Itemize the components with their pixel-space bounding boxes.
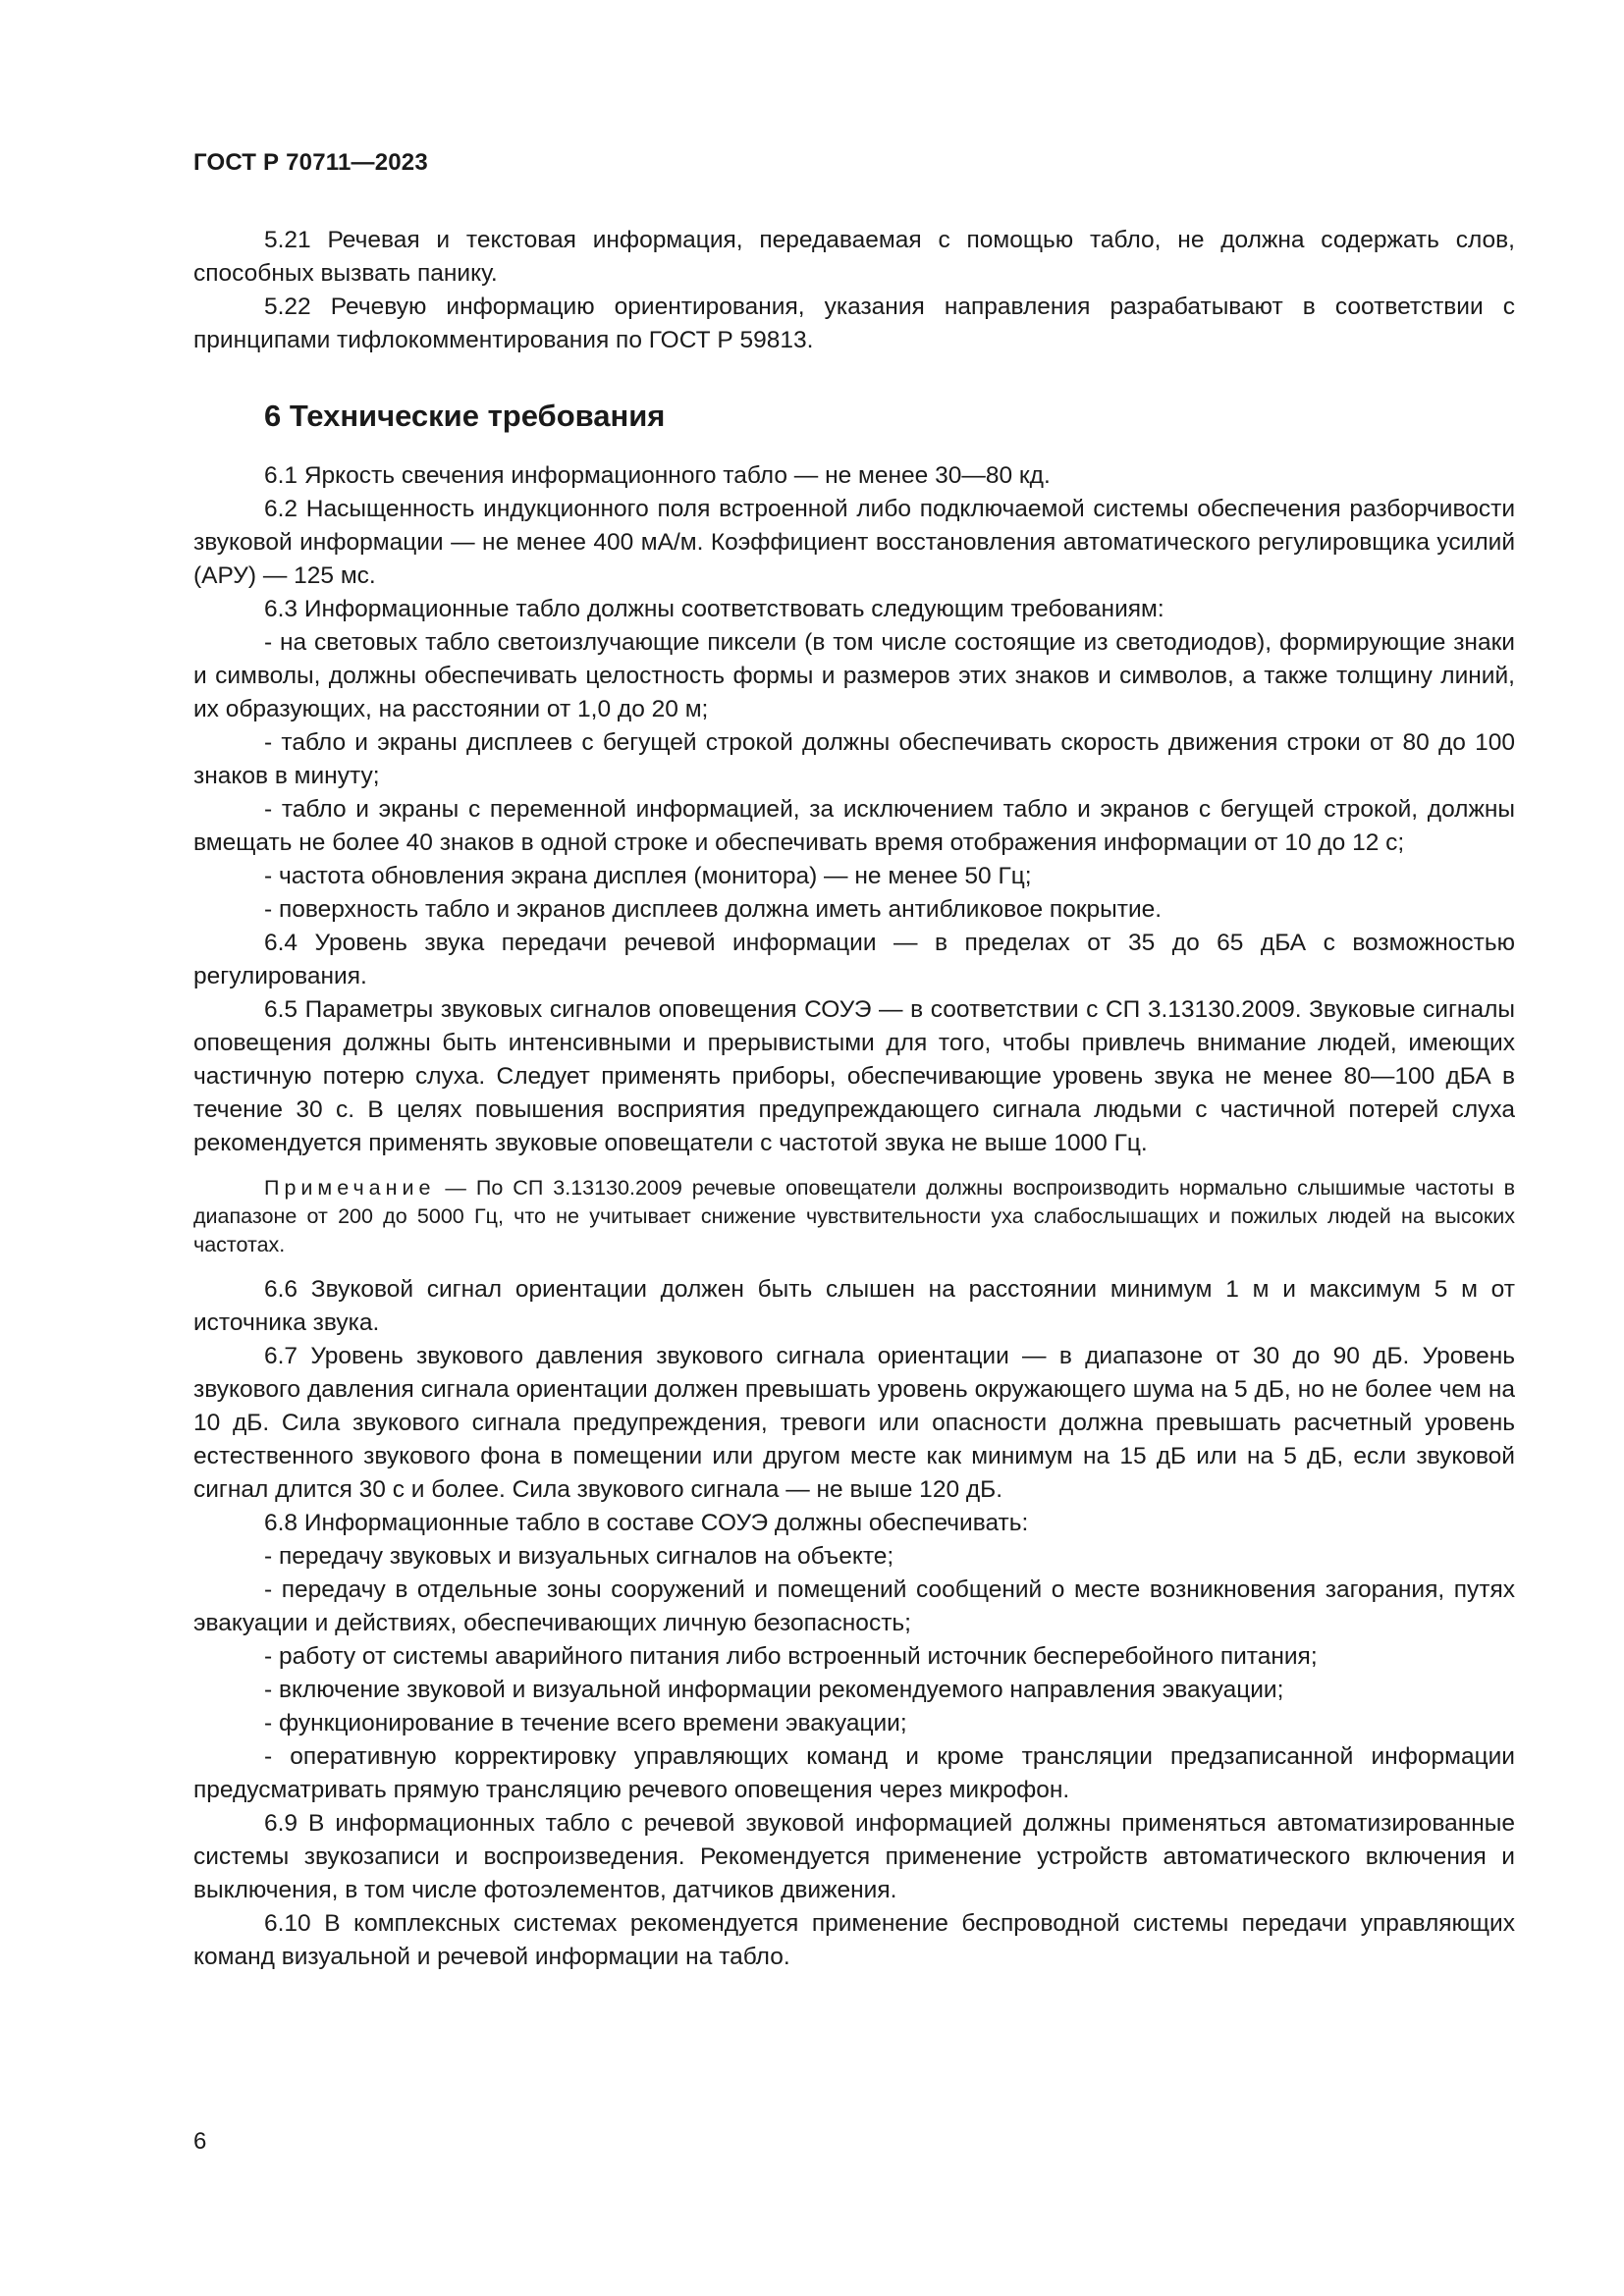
paragraph-6-8: 6.8 Информационные табло в составе СОУЭ должны обеспечивать: — [264, 1510, 1029, 1536]
note — [193, 1174, 1515, 1259]
list-item: - работу от системы аварийного питания либо встроенный источник бесперебойного питания; — [264, 1643, 1318, 1670]
list-item: - передачу в отдельные зоны сооружений и помещений сообщений о месте возникновения загорания, путях эвакуации и действиях, обеспечивающих личную безопасность; — [193, 1576, 1515, 1636]
list-item: - на световых табло светоизлучающие пиксели (в том числе состоящие из светодиодов), формирующие знаки и символы, должны обеспечивать целостность формы и размеров этих знаков и символов, а также толщину линий, их образующих, на расстоянии от 1,0 до 20 м; — [193, 629, 1515, 722]
paragraph-6-7: 6.7 Уровень звукового давления звукового сигнала ориентации — в диапазоне от 30 до 90 дБ. Уровень звукового давления сигнала ориентации должен превышать уровень окружающего шума на 5 дБ, но не более чем на 10 дБ. Сила звукового сигнала предупреждения, тревоги или опасности должна превышать расчетный уровень естественного звукового фона в помещении или другом месте как минимум на 15 дБ или на 5 дБ, если звуковой сигнал длится 30 с и более. Сила звукового сигнала — не выше 120 дБ. — [193, 1343, 1515, 1503]
document-body — [193, 224, 1515, 1974]
paragraph-6-4: 6.4 Уровень звука передачи речевой информации — в пределах от 35 до 65 дБА с возможностью регулирования. — [193, 930, 1515, 989]
paragraph-5-22: 5.22 Речевую информацию ориентирования, указания направления разрабатывают в соответствии с принципами тифлокомментирования по ГОСТ Р 59813. — [193, 294, 1515, 353]
paragraph-6-10: 6.10 В комплексных системах рекомендуется применение беспроводной системы передачи управляющих команд визуальной и речевой информации на табло. — [193, 1910, 1515, 1970]
list-item: - табло и экраны с переменной информацией, за исключением табло и экранов с бегущей строкой, должны вмещать не более 40 знаков в одной строке и обеспечивать время отображения информации от 10 до 12 с; — [193, 796, 1515, 856]
list-item: - поверхность табло и экранов дисплеев должна иметь антибликовое покрытие. — [264, 896, 1163, 923]
note-text: — По СП 3.13130.2009 речевые оповещатели должны воспроизводить нормально слышимые частоты в диапазоне от 200 до 5000 Гц, что не учитывает снижение чувствительности уха слабослышащих и пожилых людей на высоких частотах. — [193, 1176, 1515, 1256]
section-title: 6 Технические требования — [264, 399, 666, 433]
paragraph-6-1: 6.1 Яркость свечения информационного табло — не менее 30—80 кд. — [264, 462, 1051, 489]
paragraph-6-5: 6.5 Параметры звуковых сигналов оповещения СОУЭ — в соответствии с СП 3.13130.2009. Звуковые сигналы оповещения должны быть интенсивными и прерывистыми для того, чтобы привлечь внимание людей, имеющих частичную потерю слуха. Следует применять приборы, обеспечивающие уровень звука не менее 80—100 дБА в течение 30 с. В целях повышения восприятия предупреждающего сигнала людьми с частичной потерей слуха рекомендуется применять звуковые оповещатели с частотой звука не выше 1000 Гц. — [193, 996, 1515, 1156]
document-header: ГОСТ Р 70711—2023 — [193, 149, 428, 176]
paragraph-6-2: 6.2 Насыщенность индукционного поля встроенной либо подключаемой системы обеспечения разборчивости звуковой информации — не менее 400 мА/м. Коэффициент восстановления автоматического регулировщика усилий (АРУ) — 125 мс. — [193, 496, 1515, 589]
list-item: - частота обновления экрана дисплея (монитора) — не менее 50 Гц; — [264, 863, 1032, 889]
note-label: Примечание — [264, 1176, 436, 1200]
page-number: 6 — [193, 2128, 207, 2155]
paragraph-5-21: 5.21 Речевая и текстовая информация, передаваемая с помощью табло, не должна содержать слов, способных вызвать панику. — [193, 227, 1515, 287]
list-item: - оперативную корректировку управляющих команд и кроме трансляции предзаписанной информации предусматривать прямую трансляцию речевого оповещения через микрофон. — [193, 1743, 1515, 1803]
paragraph-6-9: 6.9 В информационных табло с речевой звуковой информацией должны применяться автоматизированные системы звукозаписи и воспроизведения. Рекомендуется применение устройств автоматического включения и выключения, в том числе фотоэлементов, датчиков движения. — [193, 1810, 1515, 1903]
list-item: - табло и экраны дисплеев с бегущей строкой должны обеспечивать скорость движения строки от 80 до 100 знаков в минуту; — [193, 729, 1515, 789]
list-item: - функционирование в течение всего времени эвакуации; — [264, 1710, 907, 1736]
list-item: - передачу звуковых и визуальных сигналов на объекте; — [264, 1543, 894, 1570]
list-item: - включение звуковой и визуальной информации рекомендуемого направления эвакуации; — [264, 1677, 1284, 1703]
paragraph-6-6: 6.6 Звуковой сигнал ориентации должен быть слышен на расстоянии минимум 1 м и максимум 5 м от источника звука. — [193, 1276, 1515, 1336]
paragraph-6-3: 6.3 Информационные табло должны соответствовать следующим требованиям: — [264, 596, 1164, 622]
